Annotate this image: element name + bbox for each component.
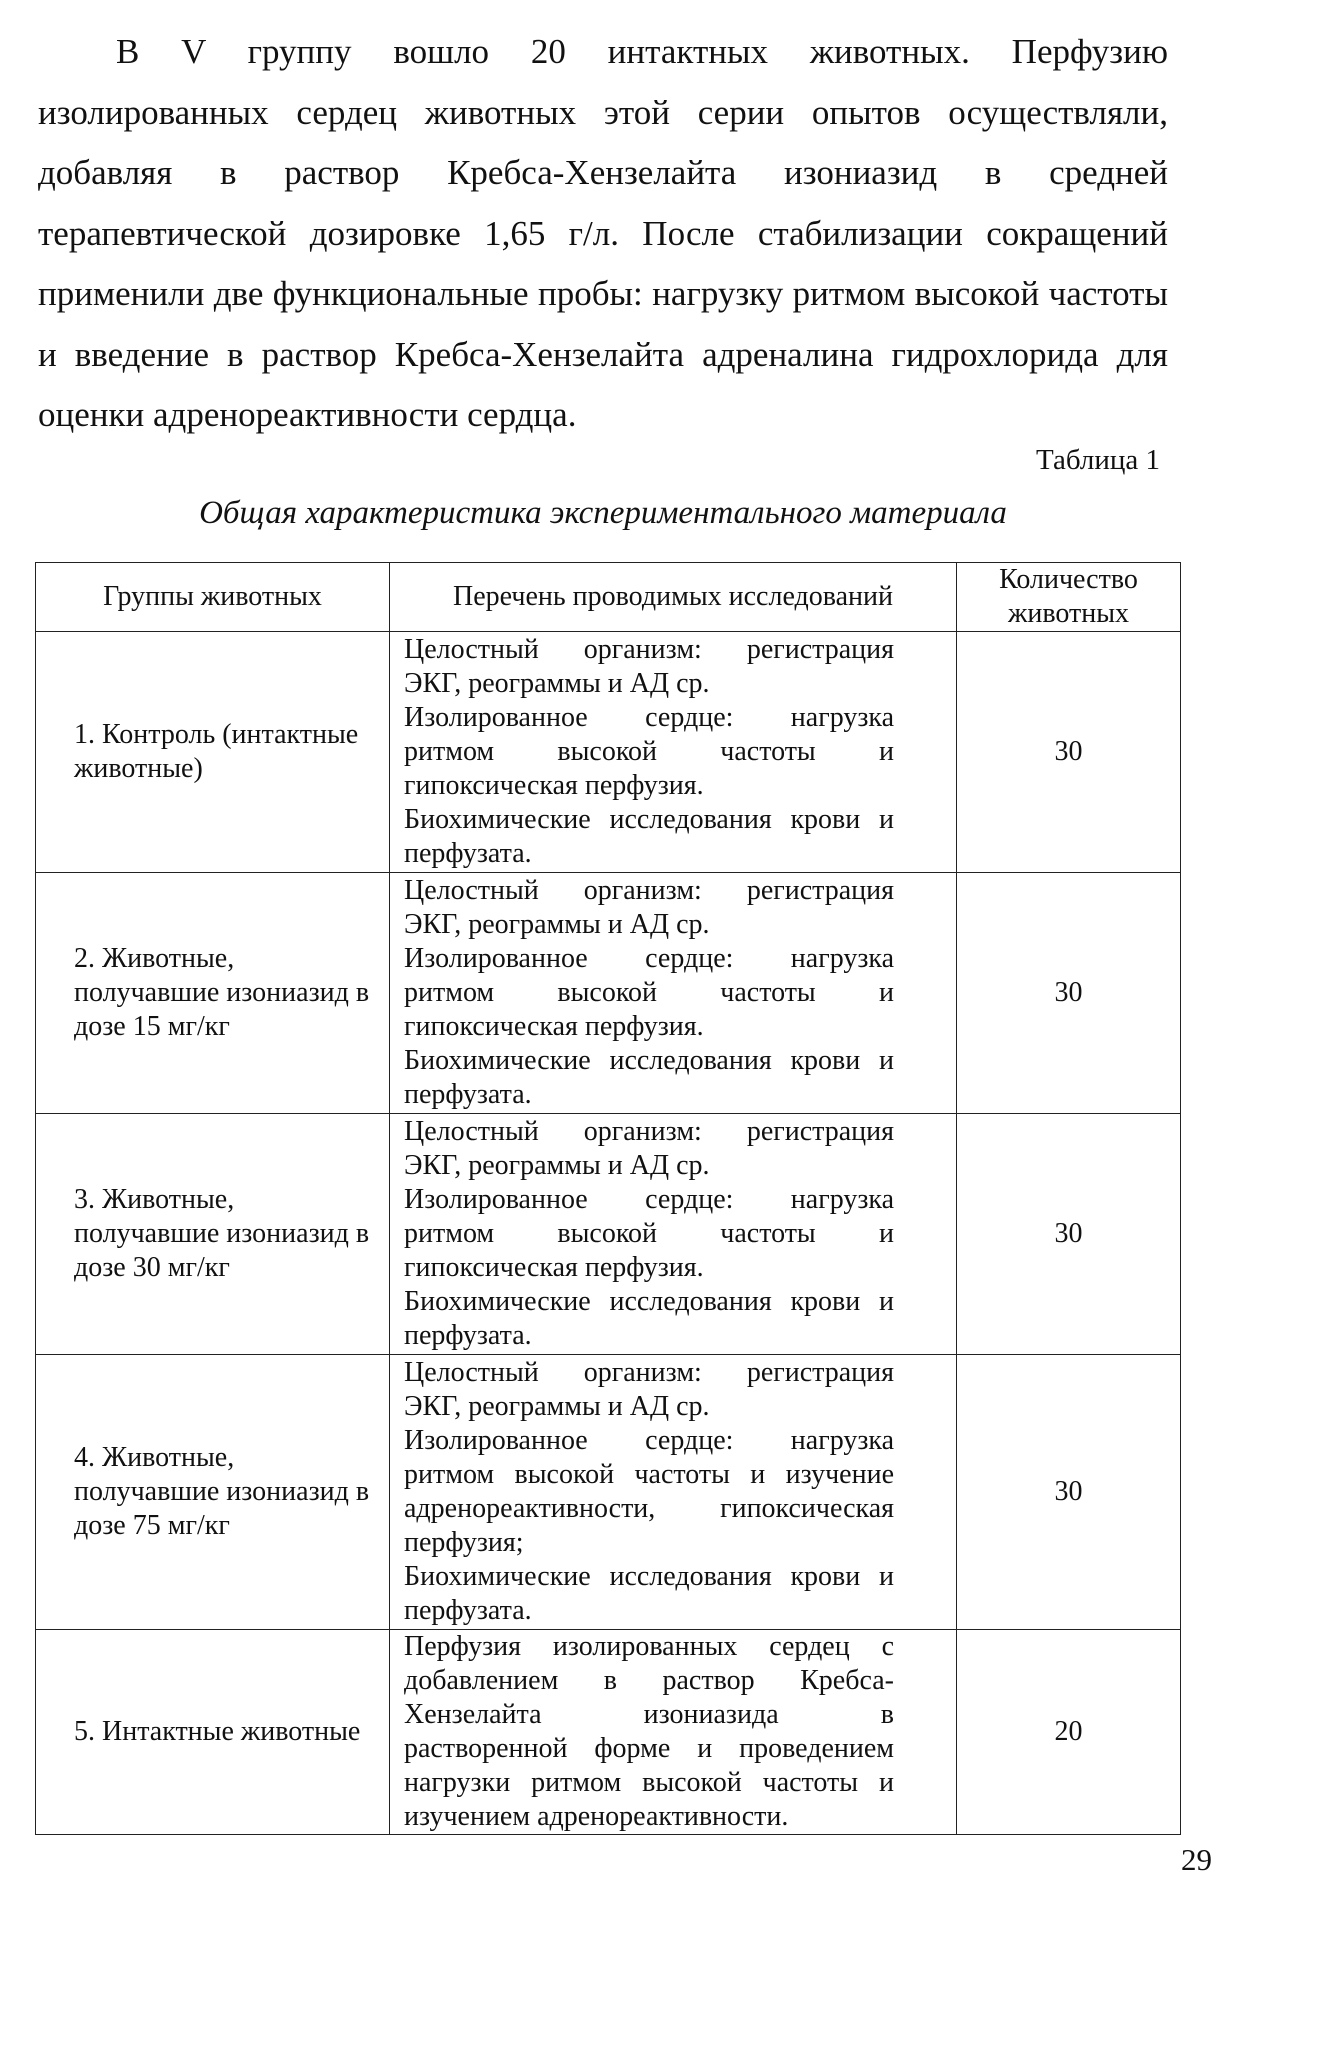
group-cell: 2. Животные, получавшие изониазид в дозе 15 мг/кг	[36, 873, 390, 1114]
studies-line: перфузата.	[404, 838, 532, 869]
studies-line: ЭКГ, реограммы и АД ср.	[404, 1150, 710, 1181]
table-row	[36, 873, 1181, 1114]
header-studies: Перечень проводимых исследований	[390, 563, 957, 632]
studies-line: Биохимические исследования крови и	[404, 804, 894, 835]
studies-line: Перфузия изолированных сердец с	[404, 1631, 894, 1662]
page-number: 29	[1181, 1842, 1212, 1877]
experimental-material-table	[35, 562, 1181, 1835]
studies-line: ритмом высокой частоты и	[404, 1218, 894, 1249]
studies-line: Целостный организм: регистрация	[404, 1357, 894, 1388]
studies-line: нагрузки ритмом высокой частоты и	[404, 1767, 894, 1798]
table-header-row	[36, 563, 1181, 632]
count-cell: 30	[957, 632, 1181, 873]
table-number-label: Таблица 1	[1035, 444, 1160, 476]
studies-line: перфузата.	[404, 1079, 532, 1110]
header-groups: Группы животных	[36, 563, 390, 632]
group-cell: 3. Животные, получавшие изониазид в дозе 30 мг/кг	[36, 1114, 390, 1355]
group-cell: 4. Животные, получавшие изониазид в дозе 75 мг/кг	[36, 1355, 390, 1630]
studies-line: гипоксическая перфузия.	[404, 1011, 704, 1042]
studies-line: Биохимические исследования крови и	[404, 1045, 894, 1076]
studies-line: гипоксическая перфузия.	[404, 1252, 704, 1283]
studies-line: гипоксическая перфузия.	[404, 770, 704, 801]
studies-cell	[390, 873, 957, 1114]
studies-line: перфузия;	[404, 1527, 524, 1558]
count-cell: 30	[957, 1355, 1181, 1630]
group-cell: 5. Интактные животные	[36, 1630, 390, 1835]
studies-cell	[390, 1630, 957, 1835]
count-cell: 20	[957, 1630, 1181, 1835]
studies-line: изучением адренореактивности.	[404, 1801, 789, 1832]
table-row	[36, 632, 1181, 873]
studies-line: ЭКГ, реограммы и АД ср.	[404, 1391, 710, 1422]
header-count: Количество животных	[957, 563, 1181, 632]
paragraph-line: и введение в раствор Кребса-Хензелайта адреналина гидрохлорида для	[38, 334, 1168, 374]
paragraph-line: терапевтической дозировке 1,65 г/л. После стабилизации сокращений	[38, 213, 1168, 253]
studies-line: Хензелайта изониазида в	[404, 1699, 894, 1730]
studies-line: Биохимические исследования крови и	[404, 1561, 894, 1592]
studies-cell	[390, 632, 957, 873]
table-row	[36, 1355, 1181, 1630]
paragraph-line: добавляя в раствор Кребса-Хензелайта изониазид в средней	[38, 153, 1168, 192]
studies-line: Целостный организм: регистрация	[404, 634, 894, 665]
studies-line: ЭКГ, реограммы и АД ср.	[404, 909, 710, 940]
table-row	[36, 1114, 1181, 1355]
paragraph-line: В V группу вошло 20 интактных животных. Перфузию	[116, 32, 1168, 71]
studies-line: Изолированное сердце: нагрузка	[404, 1425, 894, 1456]
group-cell: 1. Контроль (интактные животные)	[36, 632, 390, 873]
studies-line: перфузата.	[404, 1320, 532, 1351]
studies-line: ритмом высокой частоты и	[404, 977, 894, 1008]
paragraph-line: оценки адренореактивности сердца.	[38, 395, 577, 434]
studies-line: адренореактивности, гипоксическая	[404, 1493, 894, 1524]
studies-line: растворенной форме и проведением	[404, 1733, 894, 1764]
studies-line: Изолированное сердце: нагрузка	[404, 1184, 894, 1215]
studies-line: ритмом высокой частоты и изучение	[404, 1459, 894, 1490]
count-cell: 30	[957, 1114, 1181, 1355]
paragraph-line: изолированных сердец животных этой серии опытов осуществляли,	[38, 92, 1168, 132]
studies-line: Биохимические исследования крови и	[404, 1286, 894, 1317]
studies-cell	[390, 1114, 957, 1355]
studies-line: Изолированное сердце: нагрузка	[404, 943, 894, 974]
studies-line: ЭКГ, реограммы и АД ср.	[404, 668, 710, 699]
body-paragraph	[38, 22, 1168, 446]
studies-line: ритмом высокой частоты и	[404, 736, 894, 767]
studies-line: перфузата.	[404, 1595, 532, 1626]
table-row	[36, 1630, 1181, 1835]
paragraph-line: применили две функциональные пробы: нагрузку ритмом высокой частоты	[38, 274, 1168, 313]
count-cell: 30	[957, 873, 1181, 1114]
table-caption: Общая характеристика экспериментального материала	[199, 495, 1007, 531]
studies-cell	[390, 1355, 957, 1630]
studies-line: Изолированное сердце: нагрузка	[404, 702, 894, 733]
studies-line: Целостный организм: регистрация	[404, 1116, 894, 1147]
studies-line: Целостный организм: регистрация	[404, 875, 894, 906]
studies-line: добавлением в раствор Кребса-	[404, 1665, 894, 1696]
